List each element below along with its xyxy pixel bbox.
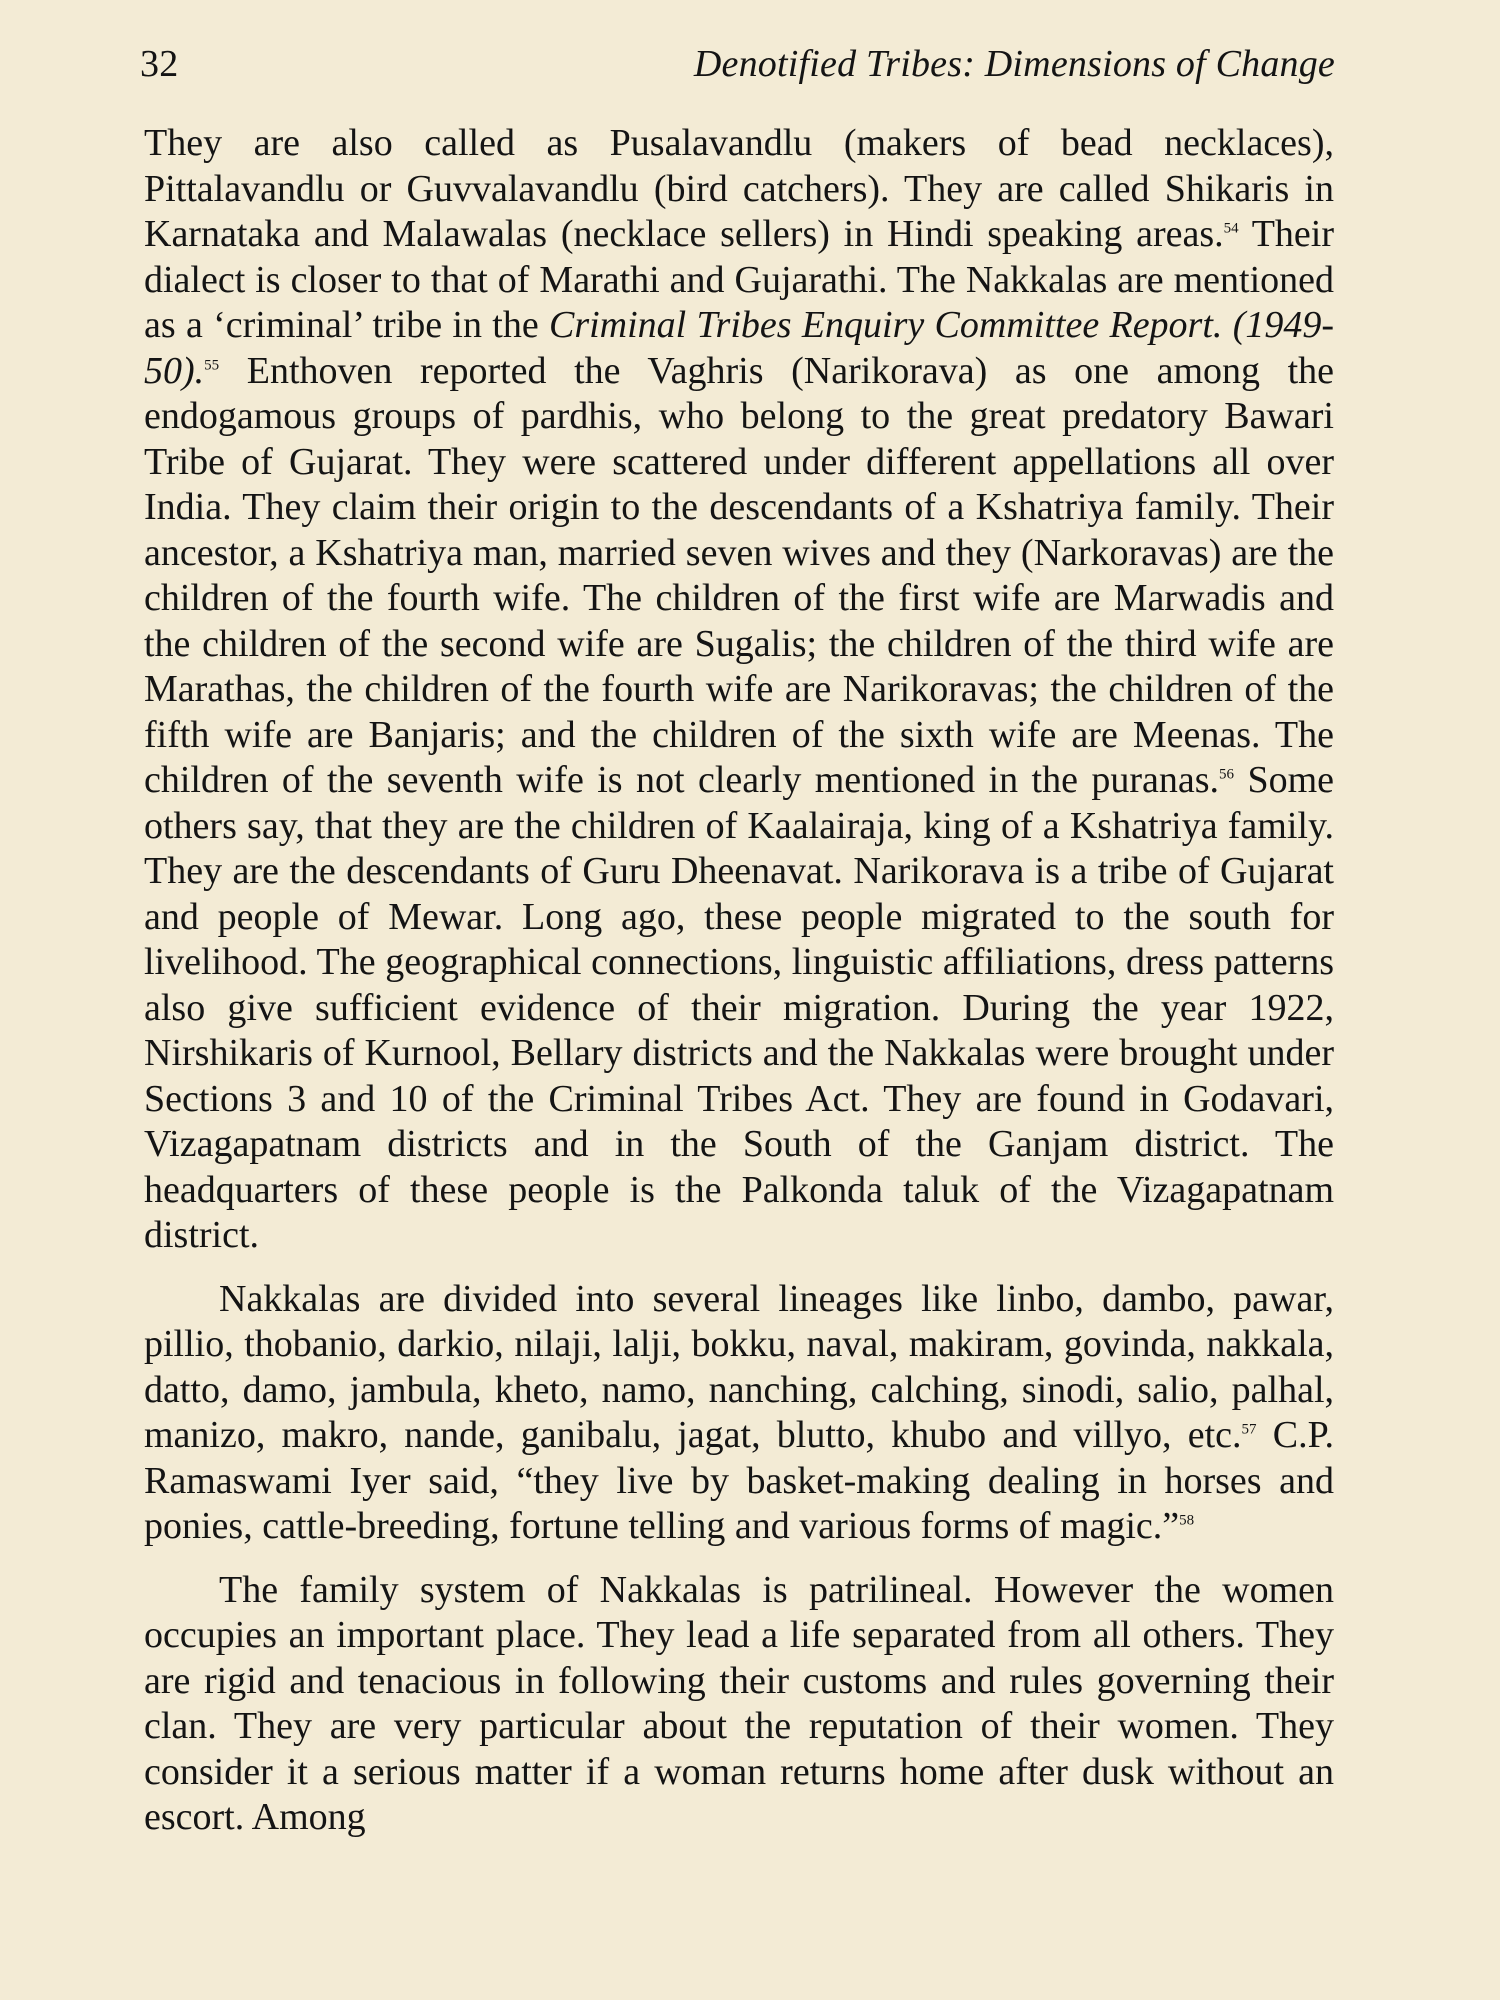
footnote-57: 57 [1241, 1421, 1257, 1438]
footnote-55: 55 [204, 356, 220, 373]
footnote-58: 58 [1179, 1512, 1195, 1529]
paragraph-1-text-b: Their dialect is closer to that of Marathi and Gujarathi. The Nakkalas are mentioned as a ‘criminal’ tribe in the [144, 213, 1334, 346]
body-text [144, 121, 1334, 1841]
paragraph-3 [144, 1568, 1334, 1841]
report-title: Criminal Tribes Enquiry Committee Report. (1949-50). [144, 304, 1335, 392]
paragraph-3-text-a: The family system of Nakkalas is patrilineal. However the women occupies an important place. They lead a life separated from all others. They are rigid and tenacious in following their customs and rules governing their clan. They are very particular about the reputation of their women. They consider it a serious matter if a woman returns home after dusk without an escort. Among [144, 1568, 1334, 1838]
paragraph-1-text-d: Some others say, that they are the children of Kaalairaja, king of a Kshatriya family. They are the descendants of Guru Dheenavat. Narikorava is a tribe of Gujarat and people of Mewar. Long ago, these people migrated to the south for livelihood. The geographical connections, linguistic affiliations, dress patterns also give sufficient evidence of their migration. During the year 1922, Nirshikaris of Kurnool, Bellary districts and the Nakkalas were brought under Sections 3 and 10 of the Criminal Tribes Act. They are found in Godavari, Vizagapatnam districts and in the South of the Ganjam district. The headquarters of these people is the Palkonda taluk of the Vizagapatnam district. [144, 759, 1334, 1256]
page-header [140, 42, 1335, 102]
paragraph-2-text-b: C.P. Ramaswami Iyer said, “they live by basket-making dealing in horses and ponies, cattle-breeding, fortune telling and various forms of magic.” [144, 1414, 1334, 1547]
paragraph-1 [144, 121, 1334, 1259]
paragraph-2-text-a: Nakkalas are divided into several lineages like linbo, dambo, pawar, pillio, thobanio, darkio, nilaji, lalji, bokku, naval, makiram, govinda, nakkala, datto, damo, jambula, kheto, namo, nanching, calching, sinodi, salio, palhal, manizo, makro, nande, ganibalu, jagat, blutto, khubo and villyo, etc. [144, 1277, 1334, 1456]
paragraph-2 [144, 1277, 1334, 1550]
paragraph-1-text-c: Enthoven reported the Vaghris (Narikorava) as one among the endogamous groups of pardhis, who belong to the great predatory Bawari Tribe of Gujarat. They were scattered under different appellations all over India. They claim their origin to the descendants of a Kshatriya family. Their ancestor, a Kshatriya man, married seven wives and they (Narkoravas) are the children of the fourth wife. The children of the first wife are Marwadis and the children of the second wife are Sugalis; the children of the third wife are Marathas, the children of the fourth wife are Narikoravas; the children of the fifth wife are Banjaris; and the children of the sixth wife are Meenas. The children of the seventh wife is not clearly mentioned in the puranas. [144, 349, 1334, 801]
footnote-54: 54 [1223, 220, 1239, 237]
paragraph-1-text-a: They are also called as Pusalavandlu (makers of bead necklaces), Pittalavandlu or Guvvalavandlu (bird catchers). They are called Shikaris in Karnataka and Malawalas (necklace sellers) in Hindi speaking areas. [144, 122, 1334, 255]
running-title: Denotified Tribes: Dimensions of Change [693, 43, 1335, 85]
page-number: 32 [140, 43, 179, 85]
footnote-56: 56 [1219, 766, 1235, 783]
